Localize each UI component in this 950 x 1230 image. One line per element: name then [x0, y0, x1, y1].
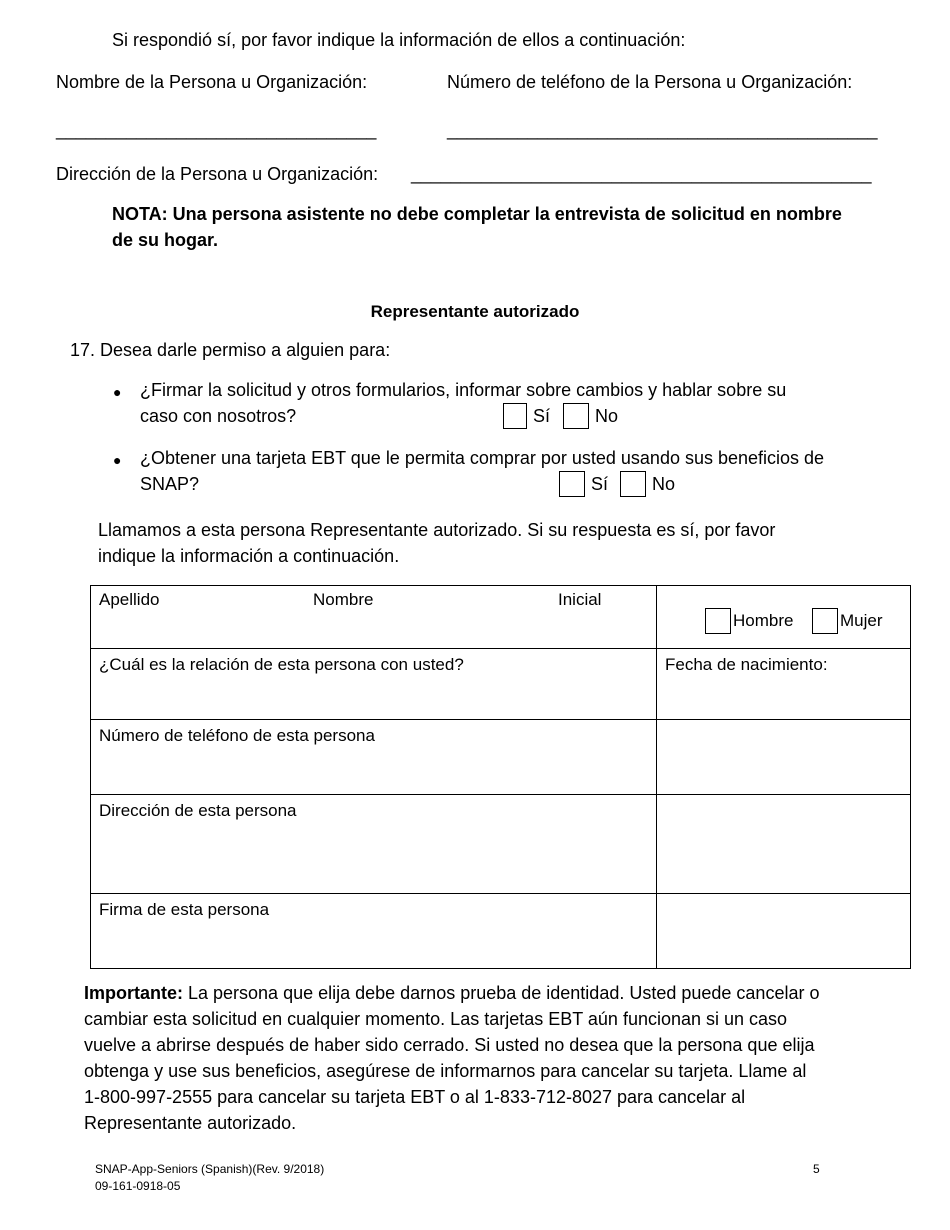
first-name-label: Nombre	[313, 590, 374, 609]
bullet2-yes-checkbox[interactable]	[559, 471, 585, 497]
helpers-intro: Si respondió sí, por favor indique la información de ellos a continuación:	[112, 30, 686, 50]
important-label: Importante:	[84, 983, 183, 1003]
signature-cell[interactable]	[91, 894, 657, 969]
bullet1-no-label: No	[595, 405, 619, 426]
footer-form-code: 09-161-0918-05	[95, 1179, 181, 1193]
important-paragraph	[84, 980, 819, 1136]
address-cell[interactable]	[91, 795, 657, 894]
signature-extra-cell[interactable]	[657, 894, 911, 969]
bullet2-no-option[interactable]	[620, 471, 675, 497]
address-label: Dirección de esta persona	[99, 801, 297, 820]
phone-extra-cell[interactable]	[657, 720, 911, 795]
relationship-label: ¿Cuál es la relación de esta persona con usted?	[99, 655, 464, 674]
helper-phone-field[interactable]: ___________________________________________	[447, 120, 878, 140]
bullet1-line1: ¿Firmar la solicitud y otros formularios, informar sobre cambios y hablar sobre su	[140, 380, 787, 400]
helper-address-label: Dirección de la Persona u Organización:	[56, 164, 379, 184]
important-line-3: vuelve a abrirse después de haber sido cerrado. Si usted no desea que la persona que elija	[84, 1035, 815, 1055]
important-line-1: La persona que elija debe darnos prueba de identidad. Usted puede cancelar o	[183, 983, 820, 1003]
bullet1-yes-checkbox[interactable]	[503, 403, 527, 429]
bullet2-yes-option[interactable]	[559, 471, 608, 497]
important-line-2: cambiar esta solicitud en cualquier momento. Las tarjetas EBT aún funcionan si un caso	[84, 1009, 788, 1029]
address-extra-cell[interactable]	[657, 795, 911, 894]
explain-line-1: Llamamos a esta persona Representante autorizado. Si su respuesta es sí, por favor	[98, 520, 776, 540]
important-line-4: obtenga y use sus beneficios, asegúrese de informarnos para cancelar su tarjeta. Llame al	[84, 1061, 807, 1081]
male-option[interactable]	[705, 608, 793, 634]
note-line-2: de su hogar.	[112, 230, 219, 250]
initial-label: Inicial	[558, 590, 602, 609]
female-label: Mujer	[840, 611, 883, 630]
dob-cell[interactable]	[657, 649, 911, 720]
gender-cell	[657, 586, 911, 649]
helper-phone-label: Número de teléfono de la Persona u Organización:	[447, 72, 853, 92]
female-checkbox[interactable]	[812, 608, 838, 634]
phone-cell[interactable]	[91, 720, 657, 795]
helper-name-label: Nombre de la Persona u Organización:	[56, 72, 368, 92]
bullet2-line2: SNAP?	[140, 474, 200, 494]
bullet1-no-checkbox[interactable]	[563, 403, 589, 429]
helper-address-field[interactable]: ______________________________________________	[411, 164, 872, 184]
female-option[interactable]	[812, 608, 883, 634]
page-number: 5	[813, 1162, 820, 1176]
signature-label: Firma de esta persona	[99, 900, 270, 919]
bullet1-no-option[interactable]	[563, 403, 618, 429]
explain-line-2: indique la información a continuación.	[98, 546, 400, 566]
bullet1-yes-label: Sí	[533, 405, 551, 426]
male-checkbox[interactable]	[705, 608, 731, 634]
question-17: 17. Desea darle permiso a alguien para:	[70, 340, 391, 360]
table-row	[91, 720, 911, 795]
phone-label: Número de teléfono de esta persona	[99, 726, 375, 745]
bullet-icon: ●	[113, 384, 122, 400]
helper-name-field[interactable]: ________________________________	[56, 120, 377, 140]
relationship-cell[interactable]	[91, 649, 657, 720]
table-row	[91, 586, 911, 649]
bullet2-yes-label: Sí	[591, 473, 609, 494]
table-row	[91, 894, 911, 969]
bullet2-line1: ¿Obtener una tarjeta EBT que le permita comprar por usted usando sus beneficios de	[140, 448, 825, 468]
note-line-1: NOTA: Una persona asistente no debe completar la entrevista de solicitud en nombre	[112, 204, 842, 224]
male-label: Hombre	[733, 611, 794, 630]
section-heading: Representante autorizado	[370, 302, 580, 321]
important-line-6: Representante autorizado.	[84, 1113, 297, 1133]
footer-form-name: SNAP-App-Seniors (Spanish)(Rev. 9/2018)	[95, 1162, 325, 1176]
bullet1-line2: caso con nosotros?	[140, 406, 297, 426]
representative-table	[90, 585, 911, 969]
name-cell[interactable]	[91, 586, 657, 649]
bullet2-no-checkbox[interactable]	[620, 471, 646, 497]
bullet-icon: ●	[113, 452, 122, 468]
dob-label: Fecha de nacimiento:	[665, 655, 828, 674]
table-row	[91, 649, 911, 720]
bullet1-yes-option[interactable]	[503, 403, 550, 429]
last-name-label: Apellido	[99, 590, 160, 609]
table-row	[91, 795, 911, 894]
important-line-5: 1-800-997-2555 para cancelar su tarjeta EBT o al 1-833-712-8027 para cancelar al	[84, 1087, 746, 1107]
bullet2-no-label: No	[652, 473, 676, 494]
